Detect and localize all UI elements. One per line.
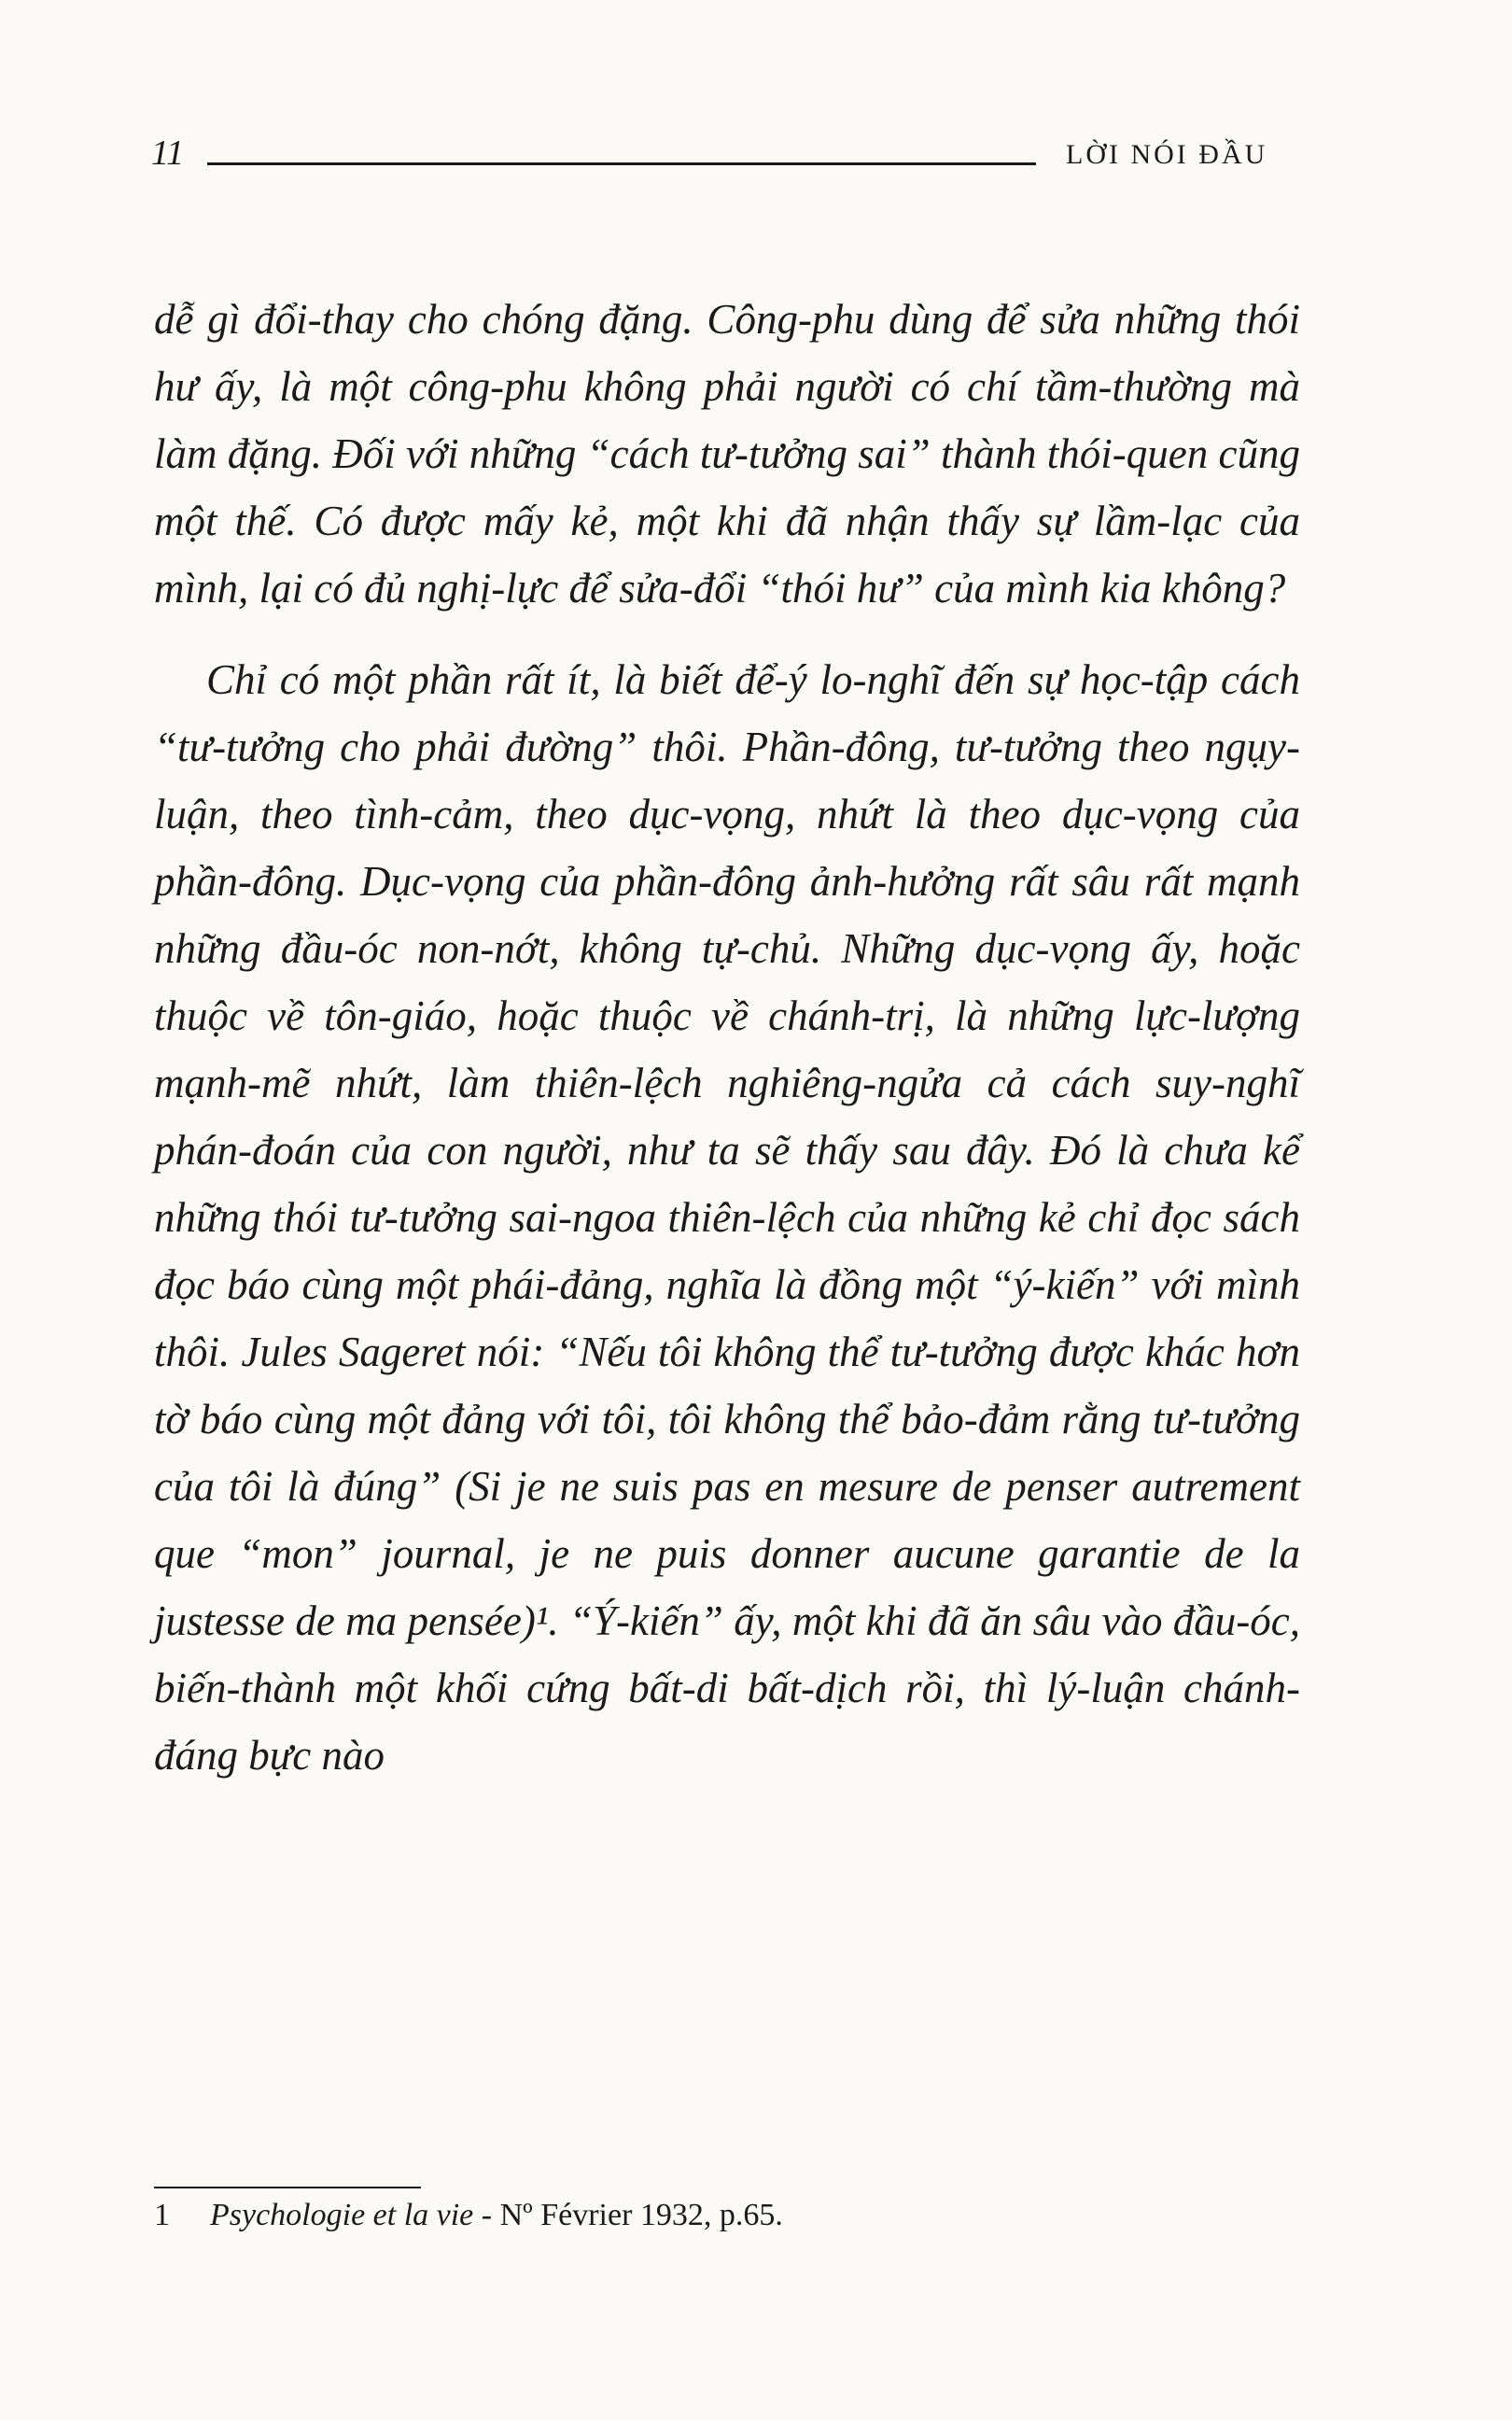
footnote-rule — [154, 2187, 421, 2188]
header-rule — [207, 162, 1036, 165]
paragraph: Chỉ có một phần rất ít, là biết để-ý lo-nghĩ đến sự học-tập cách “tư-tưởng cho phải đường” thôi. Phần-đông, tư-tưởng theo ngụy-luận, theo tình-cảm, theo dục-vọng, nhứt là theo dục-vọng của phần-đông. Dục-vọng của phần-đông ảnh-hưởng rất sâu rất mạnh những đầu-óc non-nớt, không tự-chủ. Những dục-vọng ấy, hoặc thuộc về tôn-giáo, hoặc thuộc về chánh-trị, là những lực-lượng mạnh-mẽ nhứt, làm thiên-lệch nghiêng-ngửa cả cách suy-nghĩ phán-đoán của con người, như ta sẽ thấy sau đây. Đó là chưa kể những thói tư-tưởng sai-ngoa thiên-lệch của những kẻ chỉ đọc sách đọc báo cùng một phái-đảng, nghĩa là đồng một “ý-kiến” với mình thôi. Jules Sageret nói: “Nếu tôi không thể tư-tưởng được khác hơn tờ báo cùng một đảng với tôi, tôi không thể bảo-đảm rằng tư-tưởng của tôi là đúng” (Si je ne suis pas en mesure de penser autrement que “mon” journal, je ne puis donner aucune garantie de la justesse de ma pensée)¹. “Ý-kiến” ấy, một khi đã ăn sâu vào đầu-óc, biến-thành một khối cứng bất-di bất-dịch rồi, thì lý-luận chánh-đáng bực nào — [154, 656, 1300, 1779]
running-title: LỜI NÓI ĐẦU — [1066, 139, 1268, 170]
footnote-marker: 1 — [154, 2198, 170, 2232]
footnote-title: Psychologie et la vie — [210, 2198, 474, 2232]
paragraph-continued: dễ gì đổi-thay cho chóng đặng. Công-phu dùng để sửa những thói hư ấy, là một công-phu không phải người có chí tầm-thường mà làm đặng. Đối với những “cách tư-tưởng sai” thành thói-quen cũng một thế. Có được mấy kẻ, một khi đã nhận thấy sự lầm-lạc của mình, lại có đủ nghị-lực để sửa-đổi “thói hư” của mình kia không? — [154, 296, 1300, 612]
footnote-detail: Nº Février 1932, p.65. — [499, 2198, 783, 2232]
body-text — [154, 286, 1300, 1789]
page-number: 11 — [151, 134, 185, 173]
footnote-separator: - — [473, 2198, 500, 2232]
footnote — [154, 2192, 1300, 2239]
